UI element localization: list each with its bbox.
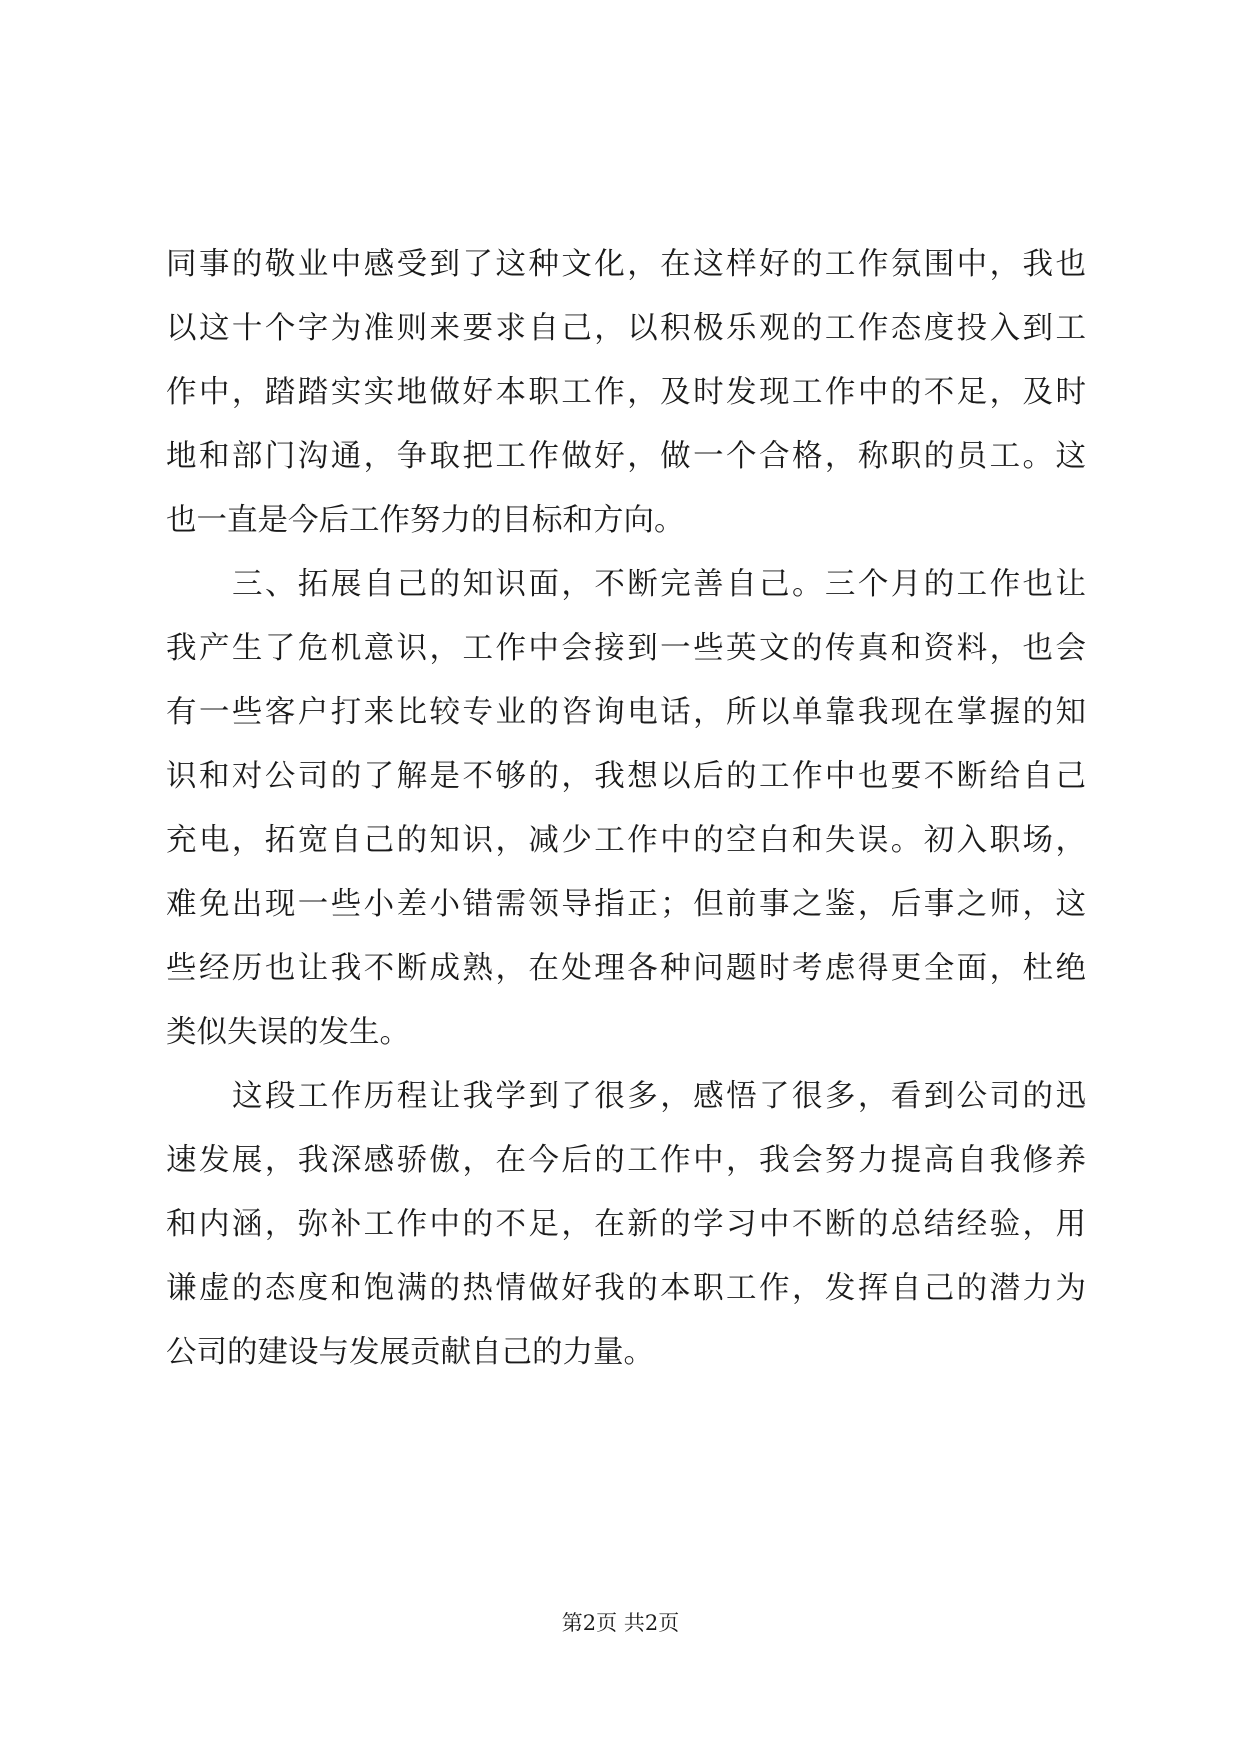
paragraph-line: 我产生了危机意识，工作中会接到一些英文的传真和资料，也会 xyxy=(166,631,1086,666)
paragraph-line: 识和对公司的了解是不够的，我想以后的工作中也要不断给自己 xyxy=(166,759,1086,794)
paragraph-line: 难免出现一些小差小错需领导指正；但前事之鉴，后事之师，这 xyxy=(166,887,1086,922)
paragraph-line: 作中，踏踏实实地做好本职工作，及时发现工作中的不足，及时 xyxy=(166,375,1086,410)
paragraph-line: 速发展，我深感骄傲，在今后的工作中，我会努力提高自我修养 xyxy=(166,1143,1086,1178)
paragraph-line: 公司的建设与发展贡献自己的力量。 xyxy=(166,1335,654,1370)
paragraph xyxy=(166,1065,1086,1385)
paragraph-line: 谦虚的态度和饱满的热情做好我的本职工作，发挥自己的潜力为 xyxy=(166,1271,1086,1306)
paragraph-line: 以这十个字为准则来要求自己，以积极乐观的工作态度投入到工 xyxy=(166,311,1086,346)
paragraph-line: 三、拓展自己的知识面，不断完善自己。三个月的工作也让 xyxy=(232,567,1086,602)
paragraph-line: 这段工作历程让我学到了很多，感悟了很多，看到公司的迅 xyxy=(232,1079,1086,1114)
paragraph-line: 些经历也让我不断成熟，在处理各种问题时考虑得更全面，杜绝 xyxy=(166,951,1086,986)
paragraph-line: 也一直是今后工作努力的目标和方向。 xyxy=(166,503,685,538)
page-footer: 第2页 共2页 xyxy=(561,1611,680,1635)
paragraph-line: 和内涵，弥补工作中的不足，在新的学习中不断的总结经验，用 xyxy=(166,1207,1086,1242)
paragraph-line: 有一些客户打来比较专业的咨询电话，所以单靠我现在掌握的知 xyxy=(166,695,1086,730)
paragraph xyxy=(166,233,1086,553)
paragraph-line: 地和部门沟通，争取把工作做好，做一个合格，称职的员工。这 xyxy=(166,439,1086,474)
paragraph-line: 同事的敬业中感受到了这种文化，在这样好的工作氛围中，我也 xyxy=(166,247,1086,282)
paragraph xyxy=(166,553,1086,1065)
paragraph-line: 类似失误的发生。 xyxy=(166,1015,410,1050)
document-body xyxy=(166,233,1086,1385)
paragraph-line: 充电，拓宽自己的知识，减少工作中的空白和失误。初入职场， xyxy=(166,823,1086,858)
